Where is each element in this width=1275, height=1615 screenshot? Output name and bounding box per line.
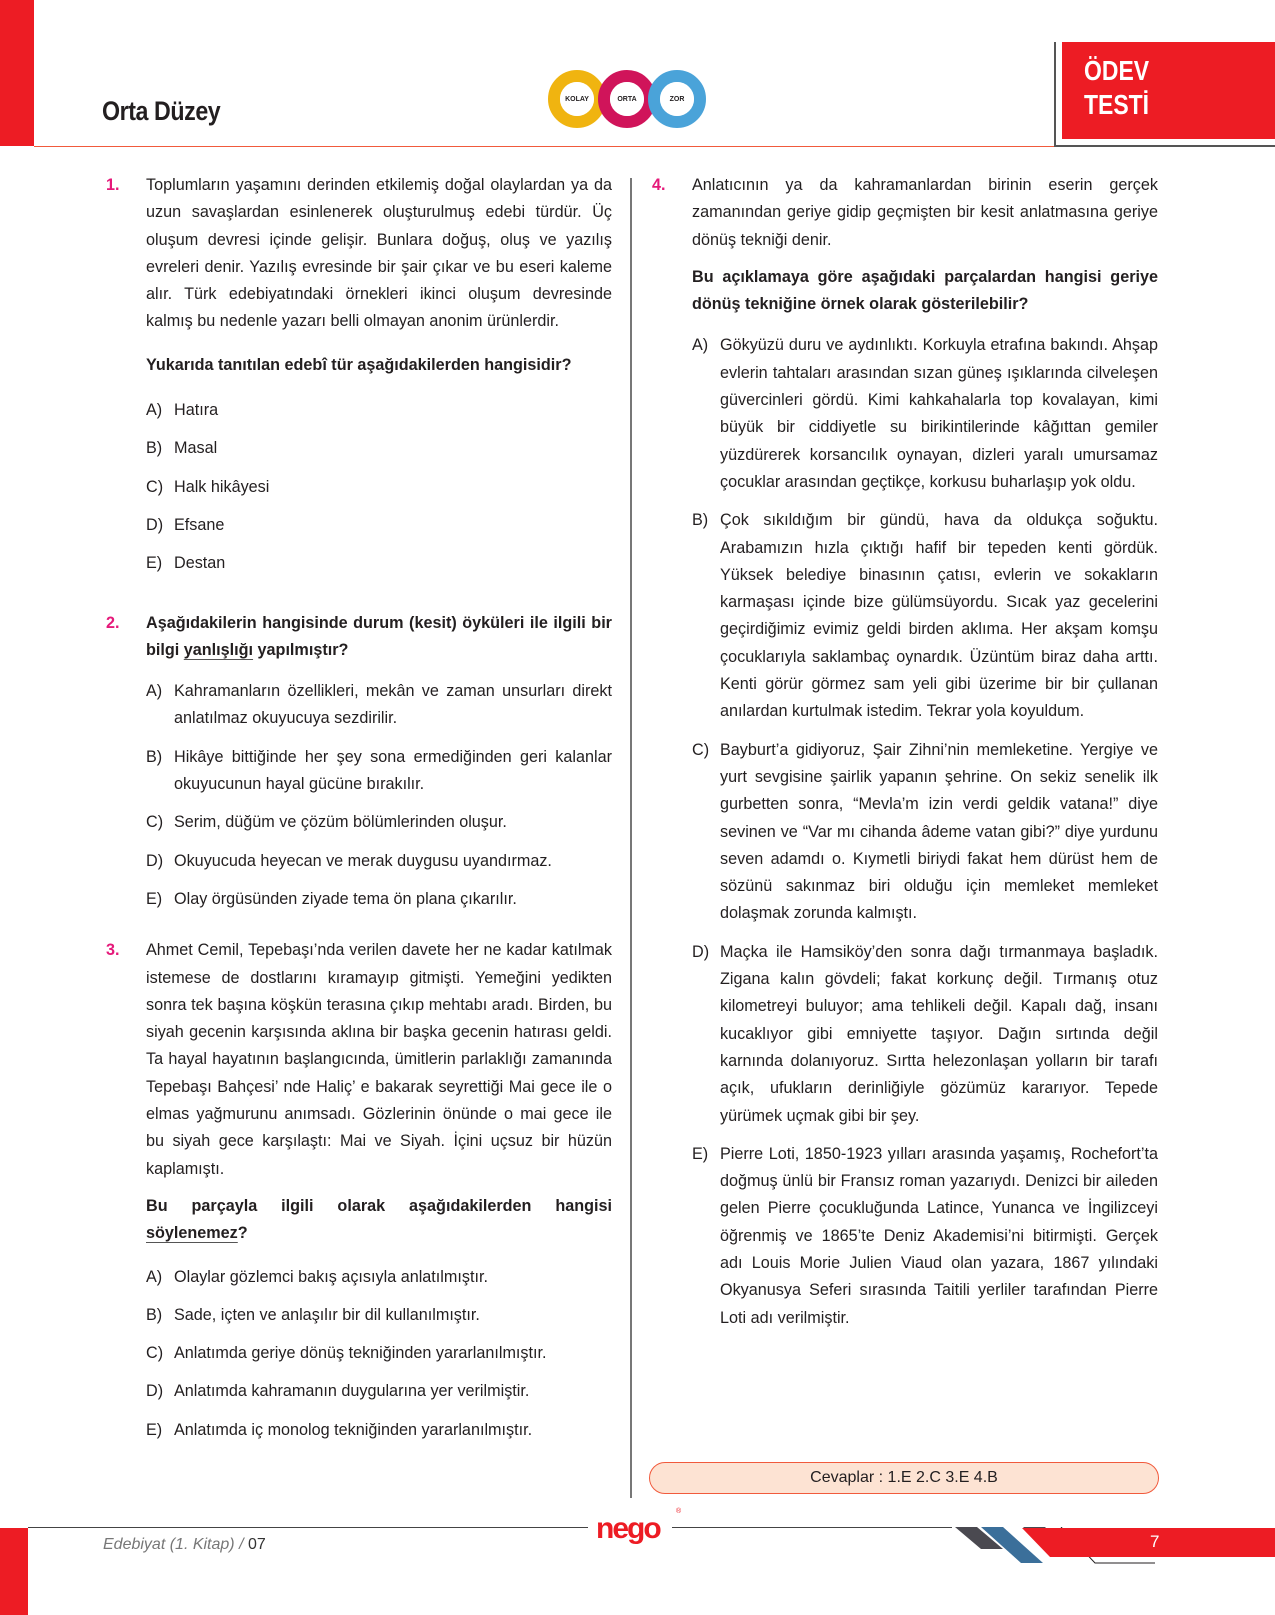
test-label-box — [1062, 42, 1275, 139]
publisher-logo — [596, 1508, 680, 1544]
page-tab-shape — [1022, 1528, 1275, 1557]
option-letter: A) — [146, 682, 163, 701]
question-4 — [652, 172, 1158, 1332]
option-b[interactable] — [146, 744, 612, 799]
question-stem: Ahmet Cemil, Tepebaşı’nda verilen davete her ne kadar katılmak istemese de dostlarını kıramayıp gitmişti. Yemeğini yedikten sonra tek başına köşkün terasına çıkıp mehtabı aradı. Birden, bu siyah gecenin karşısında aklına bir başka gecenin hatırası geldi. Ta hayal hayatının başlangıcında, ümitlerin parlaklığı zamanında Tepebaşı Bahçesi’ nde Haliç’ e bakarak seyrettiği Mai gece ile o elmas yağmurunu anımsadı. Gözlerinin önünde o mai gece ile bu siyah gece karşılaştı: Mai ve Siyah. İçini uçsuz bir hüzün kaplamıştı. — [146, 941, 612, 1178]
ring-label: ORTA — [610, 82, 644, 116]
option-d[interactable] — [146, 1378, 612, 1405]
footer-divider-left — [28, 1527, 588, 1528]
option-letter: D) — [692, 942, 710, 961]
option-text: Olaylar gözlemci bakış açısıyla anlatılmıştır. — [174, 1267, 488, 1286]
option-letter: B) — [146, 1305, 163, 1324]
question-prompt: Yukarıda tanıtılan edebî tür aşağıdakilerden hangisidir? — [146, 355, 572, 374]
option-e[interactable] — [146, 1417, 612, 1444]
prompt-text: Bu parçayla ilgili olarak aşağıdakilerden hangisi — [146, 1196, 612, 1215]
option-d[interactable] — [146, 848, 612, 875]
option-a[interactable] — [146, 678, 612, 733]
question-prompt — [146, 1193, 612, 1248]
option-letter: E) — [146, 554, 163, 573]
option-text: Pierre Loti, 1850-1923 yılları arasında yaşamış, Rochefort’ta doğmuş ünlü bir Fransız roman yazarıydı. Denizci bir aileden gelen Pierre çocukluğunda Latince, Yunanca ve İngilizceyi öğrenmiş ve 1865’te Deniz Akademisi’ni bitirmişti. Gerçek adı Louis Morie Julien Viaud olan yazara, 1867 yılındaki Okyanusya Seferi sırasında Taitili yerliler tarafından Pierre Loti adı verilmiştir. — [720, 1144, 1158, 1327]
red-side-bar-top — [0, 0, 34, 146]
option-b[interactable] — [146, 435, 612, 462]
option-text: Anlatımda geriye dönüş tekniğinden yararlanılmıştır. — [174, 1344, 547, 1363]
prompt-underlined: söylenemez — [146, 1224, 238, 1243]
ring-label: KOLAY — [560, 82, 594, 116]
right-column — [652, 172, 1158, 1343]
question-prompt: Bu açıklamaya göre aşağıdaki parçalardan hangisi geriye dönüş tekniğine örnek olarak gösterilebilir? — [692, 267, 1158, 314]
option-letter: D) — [146, 851, 164, 870]
option-b[interactable] — [146, 1302, 612, 1329]
option-e[interactable] — [146, 550, 612, 577]
option-text: Serim, düğüm ve çözüm bölümlerinden oluşur. — [174, 813, 507, 832]
answer-key: Cevaplar : 1.E 2.C 3.E 4.B — [649, 1462, 1159, 1494]
option-letter: B) — [146, 439, 163, 458]
option-text: Okuyucuda heyecan ve merak duygusu uyandırmaz. — [174, 851, 552, 870]
option-text: Masal — [174, 439, 218, 458]
option-e[interactable] — [146, 886, 612, 913]
option-text: Gökyüzü duru ve aydınlıktı. Korkuyla etrafına bakındı. Ahşap evlerin tahtaları arasından sızan güneş ışıklarında cilveleşen güvercinleri gördü. Kimi kahkahalarla top kovalayan, kimi büyük bir ciddiyetle su birikintilerinde kâğıttan gemiler yüzdürerek korsancılık oynayan, dizleri yaralı umursamaz çocuklar arasından geçtikçe, korkusu buharlaşıp yok oldu. — [720, 336, 1158, 491]
difficulty-level-logo — [548, 70, 708, 138]
option-list — [692, 332, 1158, 1331]
page-number-tab — [1022, 1528, 1275, 1557]
test-label-line2: TESTİ — [1084, 89, 1150, 120]
option-letter: C) — [692, 740, 710, 759]
option-text: Efsane — [174, 515, 225, 534]
prompt-text: Aşağıdakilerin hangisinde durum (kesit) öyküleri ile ilgili bir bilgi — [146, 613, 612, 659]
prompt-underlined: yanlışlığı — [183, 640, 254, 659]
question-number: 2. — [106, 613, 120, 632]
option-text: Bayburt’a gidiyoruz, Şair Zihni’nin memleketine. Yergiye ve yurt sevgisine şairlik yapanın şehrine. On sekiz senelik ilk gurbetten sonra, “Mevla’m izin verdi geldik vatana!” diye sevinen ve “Var mı cihanda âdeme vatan gibi?” diye yurdunu seven adamdı o. Kıymetli biriydi fakat hem dürüst hem de sözünü sakınmaz biri olduğu için memleket memleket dolaşmak zorunda kalmıştı. — [720, 740, 1158, 923]
option-letter: C) — [146, 1344, 164, 1363]
option-e[interactable] — [692, 1141, 1158, 1332]
option-list — [146, 678, 612, 913]
option-text: Kahramanların özellikleri, mekân ve zaman unsurları direkt anlatılmaz okuyucuya sezdirilir. — [174, 682, 612, 728]
prompt-text: yapılmıştır? — [253, 640, 349, 659]
ring-zor-icon — [648, 70, 706, 128]
option-letter: D) — [146, 1382, 164, 1401]
level-title: Orta Düzey — [102, 96, 221, 126]
option-c[interactable] — [692, 737, 1158, 928]
question-stem: Toplumların yaşamını derinden etkilemiş doğal olaylardan ya da uzun savaşlardan esinlenerek oluşturulmuş edebi türdür. Üç oluşum devresi içinde gelişir. Bunlara doğuş, oluş ve yazılış evreleri denir. Yazılış evresinde bir şair çıkar ve bu eseri kaleme alır. Türk edebiyatındaki örnekleri ikinci oluşum devresinde kalmış bu nedenle yazarı belli olmayan anonim ürünlerdir. — [146, 176, 612, 331]
page-number: 7 — [1150, 1532, 1160, 1551]
option-text: Çok sıkıldığım bir gündü, hava da oldukça soğuktu. Arabamızın hızla çıktığı hafif bir tepeden kenti gördük. Yüksek belediye binasının çatısı, evlerin ve sokakların karmaşası içinde bize gülümsüyordu. Sıcak yaz gecelerini geçirdiğimiz evimiz geldi birden aklıma. Her akşam komşu çocuklarıyla saklambaç oynardık. Üzüntüm biraz daha arttı. Kenti görür görmez sam yeli gibi üzerime bir bir çullanan anılardan kurtulmak istedim. Tekrar yola koyuldum. — [720, 511, 1158, 721]
question-prompt — [146, 610, 612, 665]
option-text: Hatıra — [174, 401, 219, 420]
option-a[interactable] — [146, 397, 612, 424]
question-number: 1. — [106, 176, 120, 194]
registered-mark: ® — [676, 1508, 682, 1515]
ring-label: ZOR — [660, 82, 694, 116]
column-divider — [630, 178, 632, 1498]
footer-divider-mid — [672, 1527, 952, 1528]
option-text: Halk hikâyesi — [174, 477, 270, 496]
option-b[interactable] — [692, 507, 1158, 725]
question-number: 3. — [106, 941, 120, 960]
question-stem: Anlatıcının ya da kahramanlardan birinin eserin gerçek zamanından geriye gidip geçmişten bir kesit anlatmasına geriye dönüş tekniği denir. — [692, 176, 1158, 249]
left-column — [106, 172, 612, 1455]
header-divider — [34, 146, 1054, 147]
brand-name: nego — [596, 1512, 660, 1545]
option-letter: A) — [692, 336, 709, 355]
option-text: Anlatımda iç monolog tekniğinden yararlanılmıştır. — [174, 1420, 533, 1439]
option-letter: D) — [146, 515, 164, 534]
option-letter: B) — [692, 511, 709, 530]
option-c[interactable] — [146, 474, 612, 501]
prompt-text: ? — [237, 1224, 248, 1243]
book-page: 07 — [247, 1536, 266, 1553]
question-number: 4. — [652, 176, 666, 194]
option-letter: E) — [692, 1144, 709, 1163]
option-letter: A) — [146, 401, 163, 420]
option-text: Maçka ile Hamsiköy’den sonra dağı tırmanmaya başladık. Zigana kalın gövdeli; fakat korkunç değil. Tırmanış otuz kilometreyi buluyor; ama tehlikeli değil. Kapalı dağ, insanı kucaklıyor gibi emniyette taşıyor. Dağın sırtında değil karnında dolanıyoruz. Sırtta helezonlaşan yolların bir tarafı açık, ufukların derinliğiyle gözümüz kararıyor. Tepede yürümek uçmak gibi bir şey. — [720, 942, 1158, 1125]
option-letter: B) — [146, 747, 163, 766]
option-c[interactable] — [146, 1340, 612, 1367]
question-1 — [106, 172, 612, 578]
option-text: Destan — [174, 554, 226, 573]
option-a[interactable] — [692, 332, 1158, 496]
option-a[interactable] — [146, 1264, 612, 1291]
footer-book-title — [103, 1536, 266, 1554]
option-letter: E) — [146, 1420, 163, 1439]
question-3 — [106, 937, 612, 1444]
option-letter: A) — [146, 1267, 163, 1286]
option-text: Anlatımda kahramanın duygularına yer verilmiştir. — [174, 1382, 530, 1401]
option-text: Olay örgüsünden ziyade tema ön plana çıkarılır. — [174, 889, 517, 908]
question-2 — [106, 610, 612, 914]
red-side-bar-bottom — [0, 1528, 28, 1615]
option-letter: C) — [146, 813, 164, 832]
option-letter: E) — [146, 889, 163, 908]
option-letter: C) — [146, 477, 164, 496]
option-c[interactable] — [146, 809, 612, 836]
option-text: Hikâye bittiğinde her şey sona ermediğinden geri kalanlar okuyucunun hayal gücüne bırakılır. — [174, 747, 612, 794]
option-list — [146, 1264, 612, 1444]
option-text: Sade, içten ve anlaşılır bir dil kullanılmıştır. — [174, 1305, 480, 1324]
test-label-line1: ÖDEV — [1084, 55, 1150, 86]
option-list — [146, 397, 612, 577]
book-title: Edebiyat (1. Kitap) / — [103, 1536, 248, 1553]
option-d[interactable] — [146, 512, 612, 539]
option-d[interactable] — [692, 939, 1158, 1130]
